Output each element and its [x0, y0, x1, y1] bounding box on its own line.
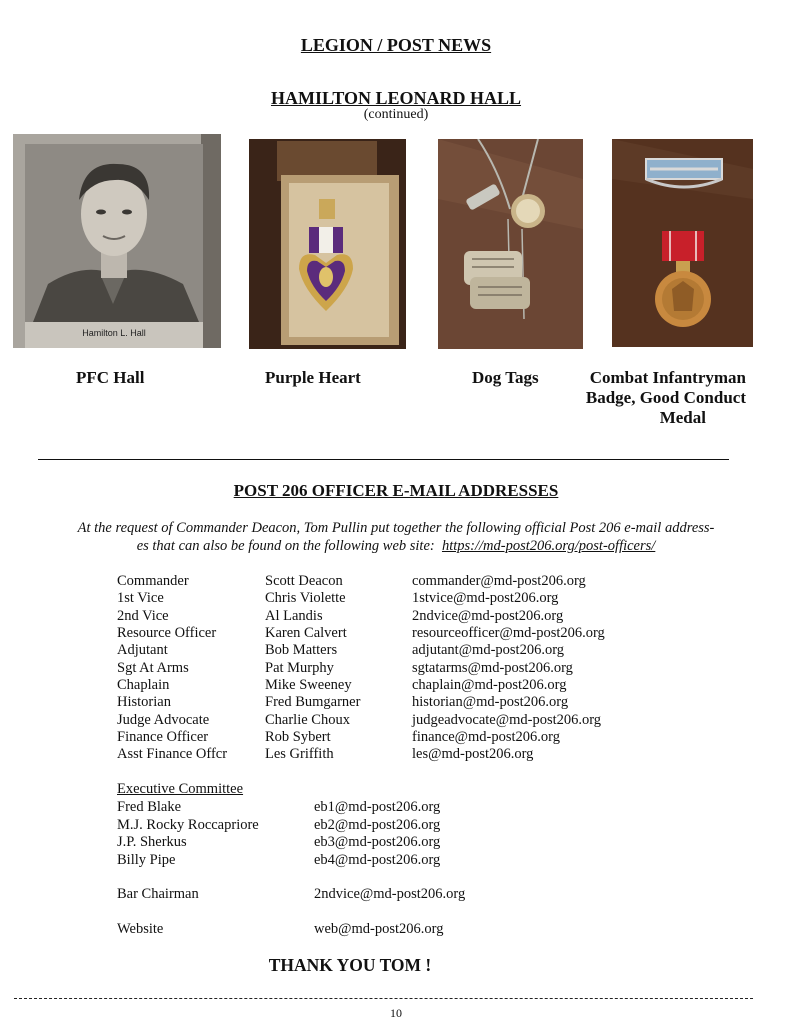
page-title: LEGION / POST NEWS	[300, 35, 492, 55]
website-email: web@md-post206.org	[314, 921, 444, 937]
caption-badge-line-1: Combat Infantryman	[589, 368, 746, 387]
officer-email: resourceofficer@md-post206.org	[412, 625, 605, 641]
officer-name: Mike Sweeney	[265, 677, 352, 693]
officer-email: finance@md-post206.org	[412, 729, 560, 745]
caption-dog-tags: Dog Tags	[472, 368, 539, 387]
officer-row	[0, 728, 792, 746]
caption-pfc-hall: PFC Hall	[76, 368, 145, 387]
officer-role: Historian	[117, 694, 171, 710]
executive-email: eb1@md-post206.org	[314, 799, 441, 815]
officer-role: Judge Advocate	[117, 712, 210, 728]
officer-row	[0, 641, 792, 659]
officer-role: 1st Vice	[117, 590, 164, 606]
thank-you-text: THANK YOU TOM !	[268, 955, 432, 975]
officer-role: Commander	[117, 573, 189, 589]
intro-line-2	[18, 537, 774, 555]
officer-role: Resource Officer	[117, 625, 217, 641]
article-title: HAMILTON LEONARD HALL	[270, 88, 522, 108]
executive-email: eb3@md-post206.org	[314, 834, 441, 850]
officer-email: 2ndvice@md-post206.org	[412, 608, 564, 624]
officer-name: Fred Bumgarner	[265, 694, 361, 710]
officer-email: commander@md-post206.org	[412, 573, 586, 589]
officer-row	[0, 745, 792, 763]
officer-name: Charlie Choux	[265, 712, 350, 728]
officer-role: Sgt At Arms	[117, 660, 189, 676]
officer-role: 2nd Vice	[117, 608, 169, 624]
bar-chairman-label: Bar Chairman	[117, 886, 199, 902]
officer-name: Pat Murphy	[265, 660, 334, 676]
executive-email: eb4@md-post206.org	[314, 852, 441, 868]
officer-email: judgeadvocate@md-post206.org	[412, 712, 602, 728]
officer-email: les@md-post206.org	[412, 746, 534, 762]
section-divider	[38, 459, 729, 460]
infantryman-badge-medal-image	[612, 139, 753, 347]
website-row	[0, 920, 792, 938]
caption-badge-line-2: Badge, Good Conduct	[585, 388, 746, 407]
officer-role: Asst Finance Offcr	[117, 746, 228, 762]
officer-name: Les Griffith	[265, 746, 334, 762]
article-subtitle: (continued)	[363, 107, 429, 122]
footer-divider	[14, 998, 753, 999]
officer-row	[0, 693, 792, 711]
officer-name: Rob Sybert	[265, 729, 331, 745]
caption-badge-medal	[560, 368, 746, 428]
officer-row	[0, 572, 792, 590]
executive-name: Billy Pipe	[117, 852, 176, 868]
intro-paragraph	[18, 519, 774, 555]
officer-email: chaplain@md-post206.org	[412, 677, 567, 693]
officer-row	[0, 607, 792, 625]
page-number: 10	[390, 1006, 402, 1020]
dog-tags-image	[438, 139, 583, 349]
executive-committee-heading: Executive Committee	[117, 781, 244, 797]
officer-email: 1stvice@md-post206.org	[412, 590, 559, 606]
executive-row	[0, 816, 792, 834]
executive-name: M.J. Rocky Roccapriore	[117, 817, 259, 833]
purple-heart-image	[249, 139, 406, 349]
section-title: POST 206 OFFICER E-MAIL ADDRESSES	[233, 481, 559, 500]
caption-badge-line-3: Medal	[659, 408, 706, 427]
officer-name: Al Landis	[265, 608, 323, 624]
executive-row	[0, 798, 792, 816]
officer-row	[0, 676, 792, 694]
caption-purple-heart: Purple Heart	[265, 368, 361, 387]
officer-name: Karen Calvert	[265, 625, 347, 641]
pfc-hall-portrait-image	[13, 134, 221, 348]
executive-row	[0, 851, 792, 869]
executive-name: J.P. Sherkus	[117, 834, 187, 850]
intro-line-1: At the request of Commander Deacon, Tom Pullin put together the following official Post 206 e-mail address-	[77, 520, 715, 536]
officer-row	[0, 624, 792, 642]
officers-web-link[interactable]: https://md-post206.org/post-officers/	[441, 538, 656, 554]
officer-role: Adjutant	[117, 642, 168, 658]
officer-row	[0, 659, 792, 677]
officer-role: Chaplain	[117, 677, 170, 693]
officer-name: Chris Violette	[265, 590, 346, 606]
officer-row	[0, 589, 792, 607]
officer-row	[0, 711, 792, 729]
executive-row	[0, 833, 792, 851]
website-label: Website	[117, 921, 164, 937]
bar-chairman-email: 2ndvice@md-post206.org	[314, 886, 466, 902]
officer-name: Bob Matters	[265, 642, 338, 658]
officer-email: historian@md-post206.org	[412, 694, 569, 710]
intro-line-2-text: es that can also be found on the following web site:	[136, 538, 435, 554]
officer-email: sgtatarms@md-post206.org	[412, 660, 573, 676]
officer-name: Scott Deacon	[265, 573, 343, 589]
bar-chairman-row	[0, 885, 792, 903]
portrait-caption-text: Hamilton L. Hall	[82, 328, 146, 338]
officer-email: adjutant@md-post206.org	[412, 642, 565, 658]
executive-email: eb2@md-post206.org	[314, 817, 441, 833]
officer-role: Finance Officer	[117, 729, 209, 745]
executive-name: Fred Blake	[117, 799, 182, 815]
